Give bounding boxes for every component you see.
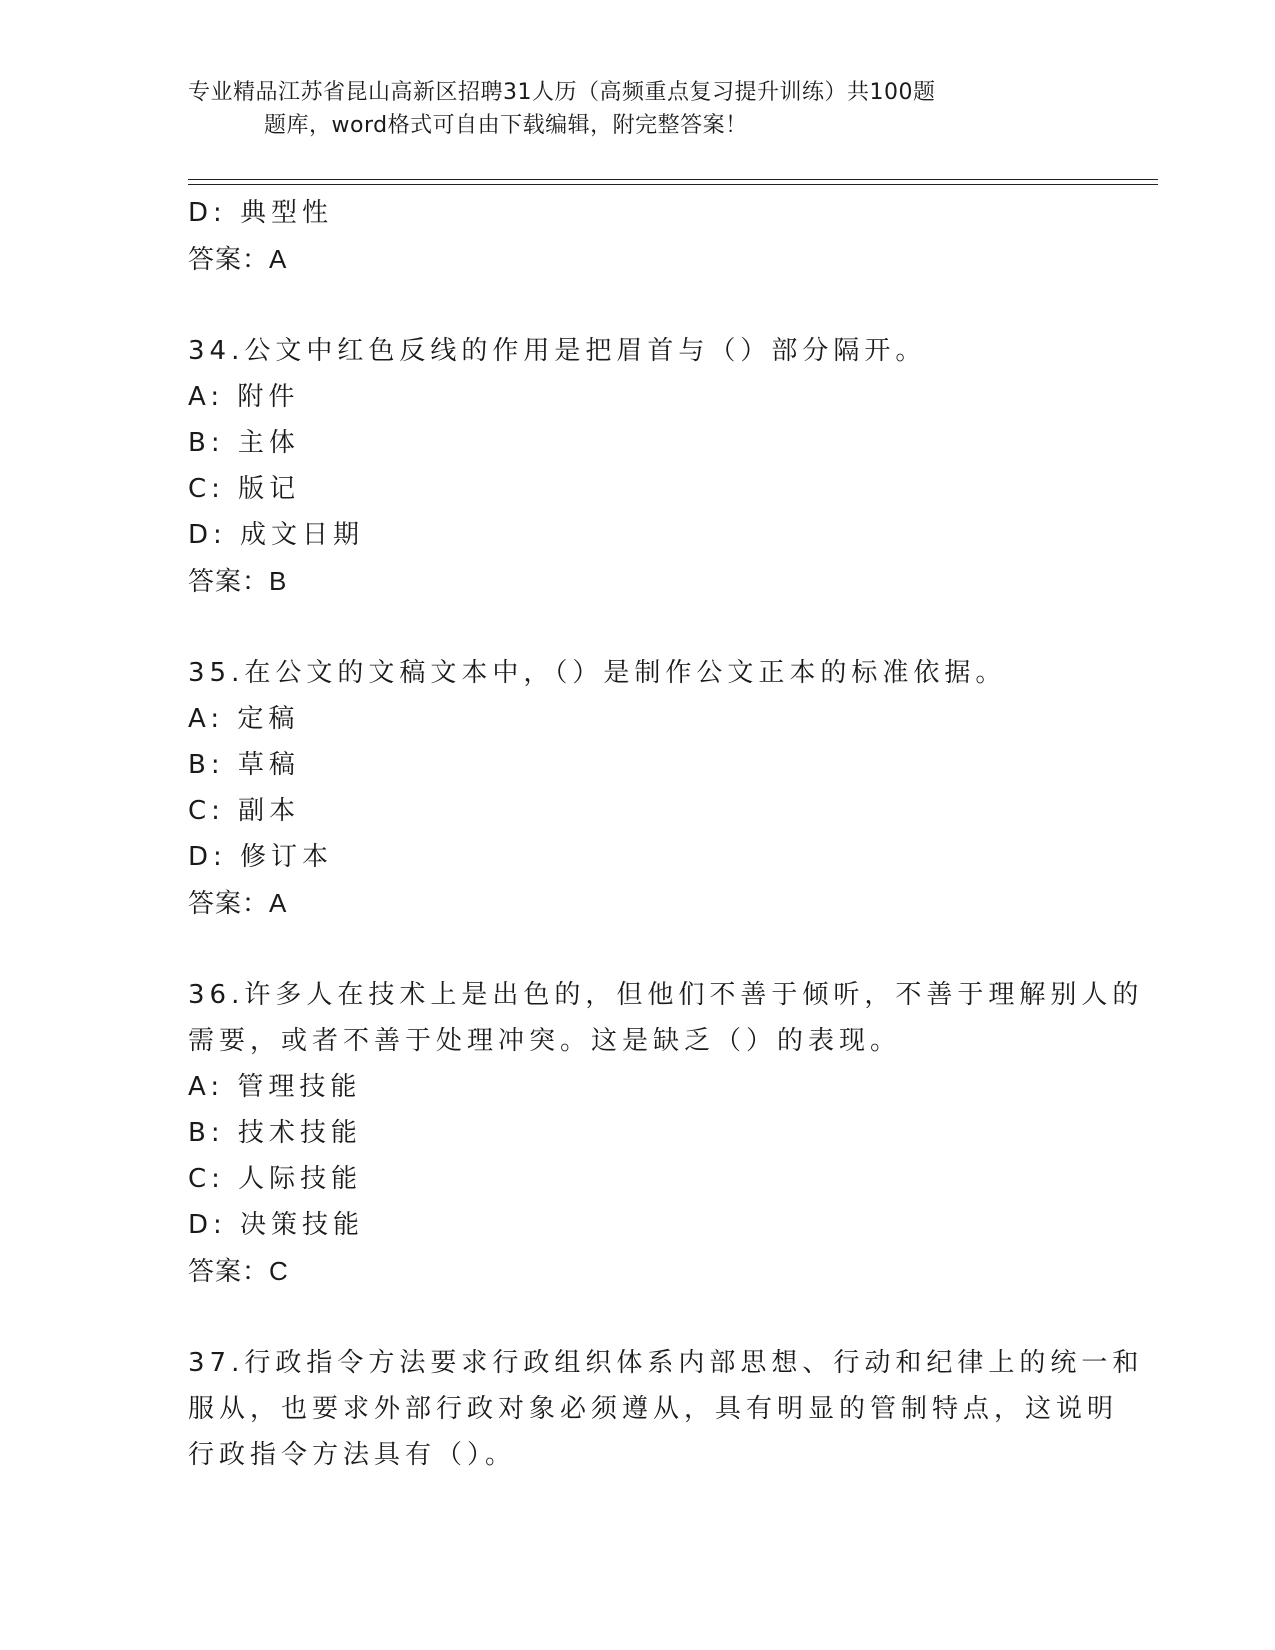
header-rule-bottom	[188, 184, 1158, 185]
answer: 答案：C	[188, 1256, 289, 1286]
answer: 答案：B	[188, 566, 288, 596]
option-a: A: 定稿	[188, 704, 300, 734]
question-text-line3: 行政指令方法具有（）。	[188, 1440, 517, 1470]
question-text: 34.公文中红色反线的作用是把眉首与（）部分隔开。	[188, 336, 927, 366]
option-c: C: 版记	[188, 474, 301, 504]
question-33-tail	[188, 190, 1088, 282]
option-d: D: 典型性	[188, 198, 334, 228]
header-title-line2: 题库，word格式可自由下载编辑，附完整答案！	[264, 113, 748, 138]
question-35	[188, 650, 1088, 926]
question-34	[188, 328, 1088, 604]
question-text-line2: 服从，也要求外部行政对象必须遵从，具有明显的管制特点，这说明	[188, 1394, 1119, 1424]
answer: 答案：A	[188, 244, 288, 274]
option-a: A: 附件	[188, 382, 300, 412]
question-text-line2: 需要，或者不善于处理冲突。这是缺乏（）的表现。	[188, 1026, 902, 1056]
option-d: D: 决策技能	[188, 1210, 365, 1240]
header-title-line1: 专业精品江苏省昆山高新区招聘31人历（高频重点复习提升训练）共100题	[188, 80, 936, 105]
question-text-line1: 37.行政指令方法要求行政组织体系内部思想、行动和纪律上的统一和	[188, 1348, 1144, 1378]
option-b: B: 主体	[188, 428, 300, 458]
option-d: D: 修订本	[188, 842, 334, 872]
document-header	[188, 76, 1068, 142]
question-list	[188, 190, 1144, 1478]
question-37	[188, 1340, 1144, 1478]
option-c: C: 人际技能	[188, 1164, 363, 1194]
question-36	[188, 972, 1144, 1294]
question-text: 35.在公文的文稿文本中，（）是制作公文正本的标准依据。	[188, 658, 1007, 688]
option-b: B: 技术技能	[188, 1118, 362, 1148]
answer: 答案：A	[188, 888, 288, 918]
option-c: C: 副本	[188, 796, 301, 826]
option-b: B: 草稿	[188, 750, 300, 780]
header-rule-top	[188, 179, 1158, 180]
option-a: A: 管理技能	[188, 1072, 362, 1102]
option-d: D: 成文日期	[188, 520, 365, 550]
question-text-line1: 36.许多人在技术上是出色的，但他们不善于倾听，不善于理解别人的	[188, 980, 1144, 1010]
